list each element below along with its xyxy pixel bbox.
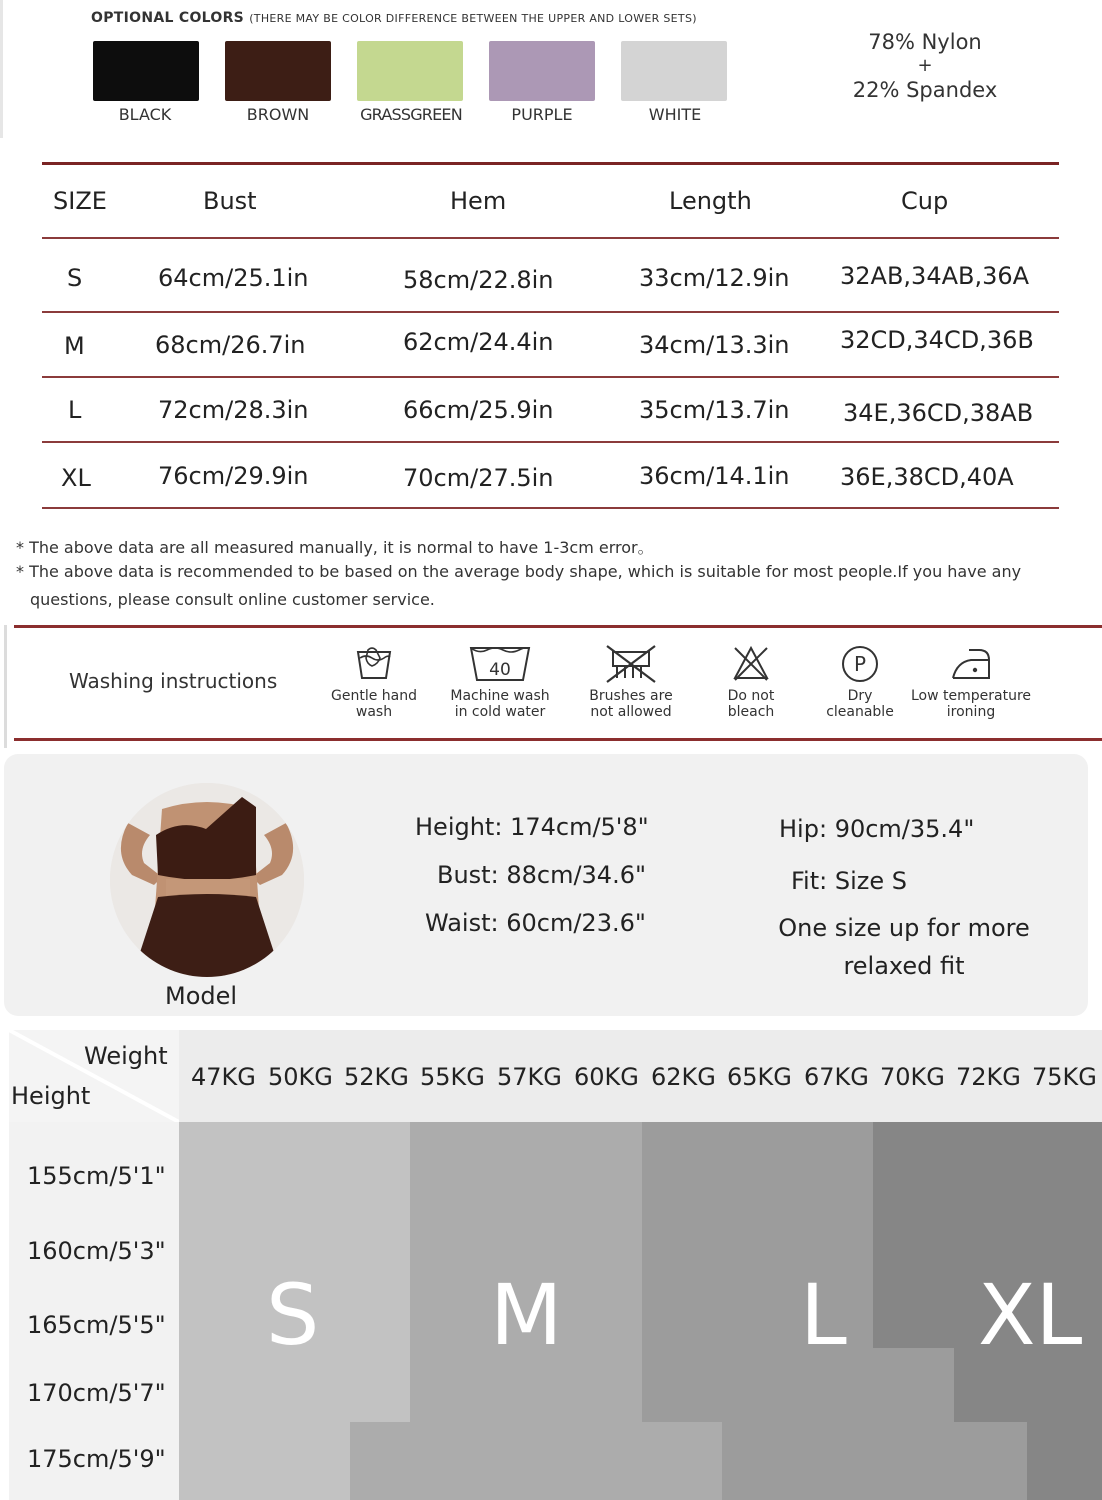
wash-label-line: not allowed <box>590 704 672 720</box>
weight-tick: 47KG <box>191 1063 256 1091</box>
header-bust: Bust <box>203 187 257 215</box>
washing-left-bar <box>4 625 7 748</box>
wash-label-line: Gentle hand <box>331 688 417 704</box>
washing-title: Washing instructions <box>69 669 278 693</box>
machine-wash-40-icon <box>467 644 533 684</box>
model-bust <box>437 861 646 889</box>
model-waist-value: 60cm/23.6" <box>506 909 646 937</box>
wash-label-line: Do not <box>727 688 775 704</box>
table-cell: 36cm/14.1in <box>639 462 790 490</box>
table-cell: 34E,36CD,38AB <box>843 399 1034 427</box>
wash-label <box>566 688 696 720</box>
table-header-rule <box>42 237 1059 239</box>
wash-label-line: in cold water <box>454 704 546 720</box>
weight-tick: 50KG <box>268 1063 333 1091</box>
model-hip-value: 90cm/35.4" <box>834 815 975 843</box>
note-measurement: * The above data are all measured manually, it is normal to have 1-3cm error。 <box>16 538 654 557</box>
table-cell: 35cm/13.7in <box>639 396 790 424</box>
header-size: SIZE <box>53 187 107 215</box>
swatch-black[interactable] <box>93 41 199 101</box>
swatch-label-grassgreen: GRASSGREEN <box>360 105 462 124</box>
wash-label <box>309 688 439 720</box>
height-tick: 165cm/5'5" <box>27 1311 166 1339</box>
table-cell: 62cm/24.4in <box>403 328 554 356</box>
weight-tick: 55KG <box>420 1063 485 1091</box>
wash-label <box>906 688 1036 720</box>
weight-tick: 62KG <box>651 1063 716 1091</box>
optional-colors-heading: OPTIONAL COLORS <box>91 10 245 26</box>
weight-tick: 70KG <box>880 1063 945 1091</box>
washing-top-rule <box>14 625 1102 628</box>
swatch-white[interactable] <box>621 41 727 101</box>
model-fit <box>791 867 907 895</box>
table-cell: 33cm/12.9in <box>639 264 790 292</box>
low-iron-icon <box>949 644 993 684</box>
wash-label-line: Machine wash <box>450 688 550 704</box>
wash-temperature: 40 <box>489 660 511 680</box>
composition-plus: + <box>917 55 933 76</box>
fit-advice-line: One size up for more <box>778 914 1030 942</box>
wash-label-line: Brushes are <box>589 688 673 704</box>
height-tick: 160cm/5'3" <box>27 1237 166 1265</box>
wash-label-line: wash <box>355 704 393 720</box>
composition-nylon: 78% Nylon <box>868 30 982 54</box>
weight-tick: 75KG <box>1032 1063 1097 1091</box>
size-label-m: M <box>490 1266 563 1364</box>
wash-label-line: cleanable <box>826 704 894 720</box>
weight-tick: 52KG <box>344 1063 409 1091</box>
swatch-label-black: BLACK <box>118 105 172 124</box>
table-cell: 58cm/22.8in <box>403 266 554 294</box>
table-top-rule <box>42 162 1059 165</box>
weight-tick: 65KG <box>727 1063 792 1091</box>
model-bust-value: 88cm/34.6" <box>506 861 647 889</box>
model-bust-label: Bust: <box>437 861 499 889</box>
table-cell: M <box>64 332 85 360</box>
table-cell: 34cm/13.3in <box>639 331 790 359</box>
wash-item-machine <box>435 644 565 720</box>
table-cell: 70cm/27.5in <box>403 464 554 492</box>
model-figure-illustration <box>110 783 304 977</box>
table-cell: 68cm/26.7in <box>155 331 306 359</box>
no-brush-icon <box>603 644 659 684</box>
wash-label-line: ironing <box>946 704 996 720</box>
wash-label-line: bleach <box>727 704 775 720</box>
no-bleach-icon <box>731 644 771 684</box>
composition-spandex: 22% Spandex <box>852 78 998 102</box>
left-edge-bar <box>0 0 3 138</box>
wash-item-iron <box>906 644 1036 720</box>
weight-tick: 57KG <box>497 1063 562 1091</box>
fit-advice-line: relaxed fit <box>843 952 965 980</box>
model-height-value: 174cm/5'8" <box>510 813 649 841</box>
swatch-purple[interactable] <box>489 41 595 101</box>
wash-label-line: Low temperature <box>910 688 1032 704</box>
model-height-label: Height: <box>415 813 503 841</box>
model-hip <box>779 815 974 843</box>
optional-colors-title <box>91 10 697 26</box>
table-cell: 32CD,34CD,36B <box>840 326 1034 354</box>
corner-height-label: Height <box>11 1082 91 1110</box>
swatch-brown[interactable] <box>225 41 331 101</box>
swatch-label-purple: PURPLE <box>511 105 573 124</box>
hand-wash-icon <box>352 644 396 684</box>
model-fit-label: Fit: <box>791 867 828 895</box>
table-cell: 72cm/28.3in <box>158 396 309 424</box>
table-cell: S <box>67 264 83 292</box>
weight-tick: 60KG <box>574 1063 639 1091</box>
swatch-grassgreen[interactable] <box>357 41 463 101</box>
table-cell: 36E,38CD,40A <box>840 463 1014 491</box>
table-row-rule <box>42 376 1059 378</box>
height-tick: 155cm/5'1" <box>27 1162 166 1190</box>
height-tick: 175cm/5'9" <box>27 1445 166 1473</box>
color-difference-note: (THERE MAY BE COLOR DIFFERENCE BETWEEN THE UPPER AND LOWER SETS) <box>249 12 697 25</box>
header-cup: Cup <box>901 187 949 215</box>
corner-weight-label: Weight <box>84 1042 168 1070</box>
weight-tick: 67KG <box>804 1063 869 1091</box>
wash-item-brush <box>566 644 696 720</box>
model-hip-label: Hip: <box>779 815 828 843</box>
model-fit-value: Size S <box>834 867 908 895</box>
fabric-composition <box>850 28 1000 104</box>
size-label-l: L <box>800 1266 847 1364</box>
table-row-rule <box>42 441 1059 443</box>
model-photo <box>110 783 304 977</box>
table-cell: 66cm/25.9in <box>403 396 554 424</box>
note-recommendation: * The above data is recommended to be based on the average body shape, which is suitable for most people.If you have any <box>16 562 1022 581</box>
table-cell: 76cm/29.9in <box>158 462 309 490</box>
wash-item-hand <box>309 644 439 720</box>
swatch-label-brown: BROWN <box>246 105 310 124</box>
note-customer-service: questions, please consult online customer service. <box>30 590 435 609</box>
weight-tick: 72KG <box>956 1063 1021 1091</box>
model-waist <box>425 909 646 937</box>
header-hem: Hem <box>450 187 507 215</box>
model-waist-label: Waist: <box>425 909 499 937</box>
model-fit-advice <box>760 914 1048 980</box>
header-length: Length <box>669 187 752 215</box>
swatch-label-white: WHITE <box>648 105 702 124</box>
table-cell: L <box>68 396 82 424</box>
model-caption: Model <box>165 982 238 1010</box>
dry-clean-p-icon <box>840 644 880 684</box>
wash-label <box>435 688 565 720</box>
dry-clean-letter: P <box>853 652 867 676</box>
size-label-xl: XL <box>978 1266 1083 1364</box>
table-cell: 64cm/25.1in <box>158 264 309 292</box>
table-cell: 32AB,34AB,36A <box>840 262 1030 290</box>
washing-bottom-rule <box>14 738 1102 741</box>
height-tick: 170cm/5'7" <box>27 1379 166 1407</box>
table-bottom-rule <box>42 507 1059 509</box>
wash-label-line: Dry <box>847 688 873 704</box>
table-cell: XL <box>61 464 91 492</box>
model-height <box>415 813 649 841</box>
size-label-s: S <box>266 1266 320 1364</box>
table-row-rule <box>42 311 1059 313</box>
